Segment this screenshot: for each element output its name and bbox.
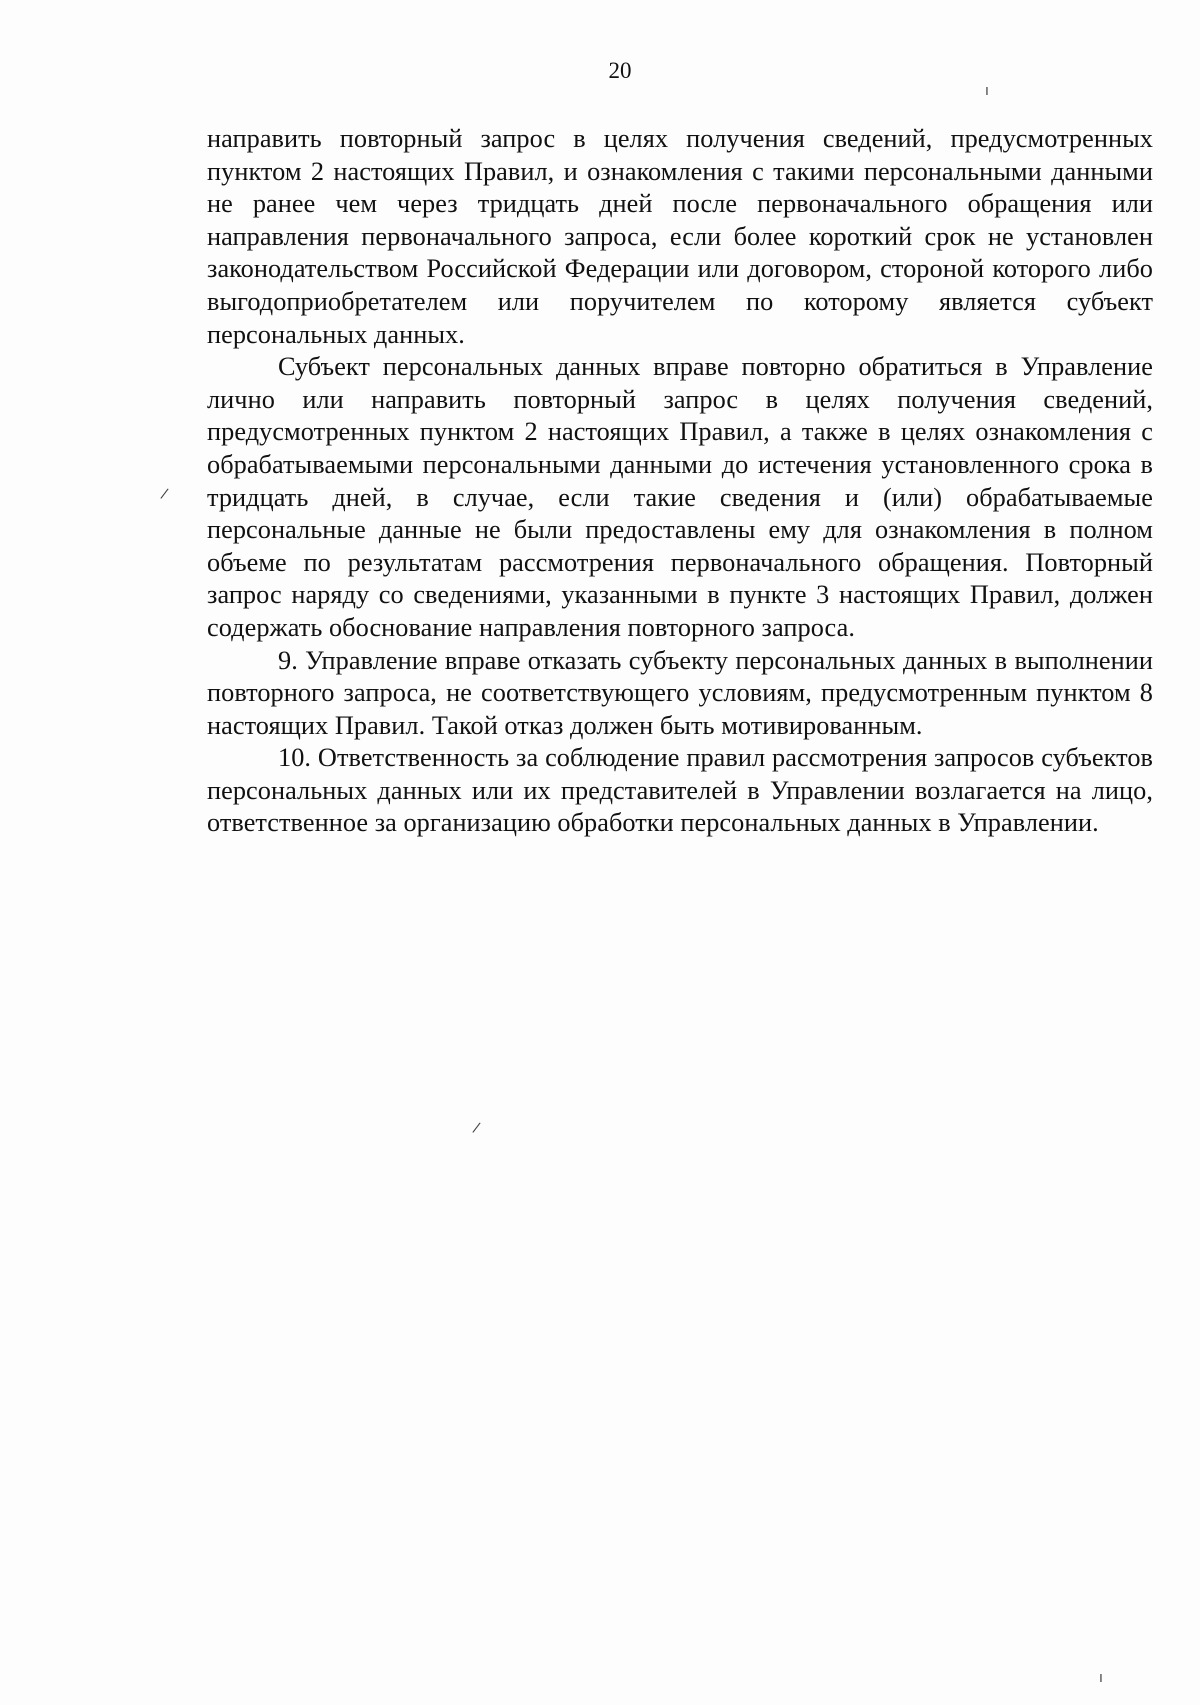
scan-mark: ı bbox=[1099, 1670, 1103, 1686]
page-number: 20 bbox=[608, 58, 632, 83]
paragraph-item-9: 9. Управление вправе отказать субъекту персональных данных в выполнении повторного запроса, не соответствующего условиям, предусмотренным пунктом 8 настоящих Правил. Такой отказ должен быть мотивированным. bbox=[207, 645, 1153, 740]
document-body bbox=[207, 123, 1153, 840]
scan-mark: ı bbox=[985, 83, 989, 99]
paragraph-item-10: 10. Ответственность за соблюдение правил рассмотрения запросов субъектов персональных данных или их представителей в Управлении возлагается на лицо, ответственное за организацию обработки персональных данных в Управлении. bbox=[207, 743, 1153, 838]
scan-mark: / bbox=[159, 485, 170, 503]
scan-mark: / bbox=[471, 1119, 482, 1137]
paragraph-repeat-request: Субъект персональных данных вправе повторно обратиться в Управление лично или направить повторный запрос в целях получения сведений, предусмотренных пунктом 2 настоящих Правил, а также в целях ознакомления с обрабатываемыми персональными данными до истечения установленного срока в тридцать дней, в случае, если такие сведения и (или) обрабатываемые персональные данные не были предоставлены ему для ознакомления в полном объеме по результатам рассмотрения первоначального обращения. Повторный запрос наряду со сведениями, указанными в пункте 3 настоящих Правил, должен содержать обоснование направления повторного запроса. bbox=[207, 352, 1153, 642]
paragraph-continuation: направить повторный запрос в целях получения сведений, предусмотренных пунктом 2 настоящих Правил, и ознакомления с такими персональными данными не ранее чем через тридцать дней после первоначального обращения или направления первоначального запроса, если более короткий срок не установлен законодательством Российской Федерации или договором, стороной которого либо выгодоприобретателем или поручителем по которому является субъект персональных данных. bbox=[207, 124, 1153, 349]
